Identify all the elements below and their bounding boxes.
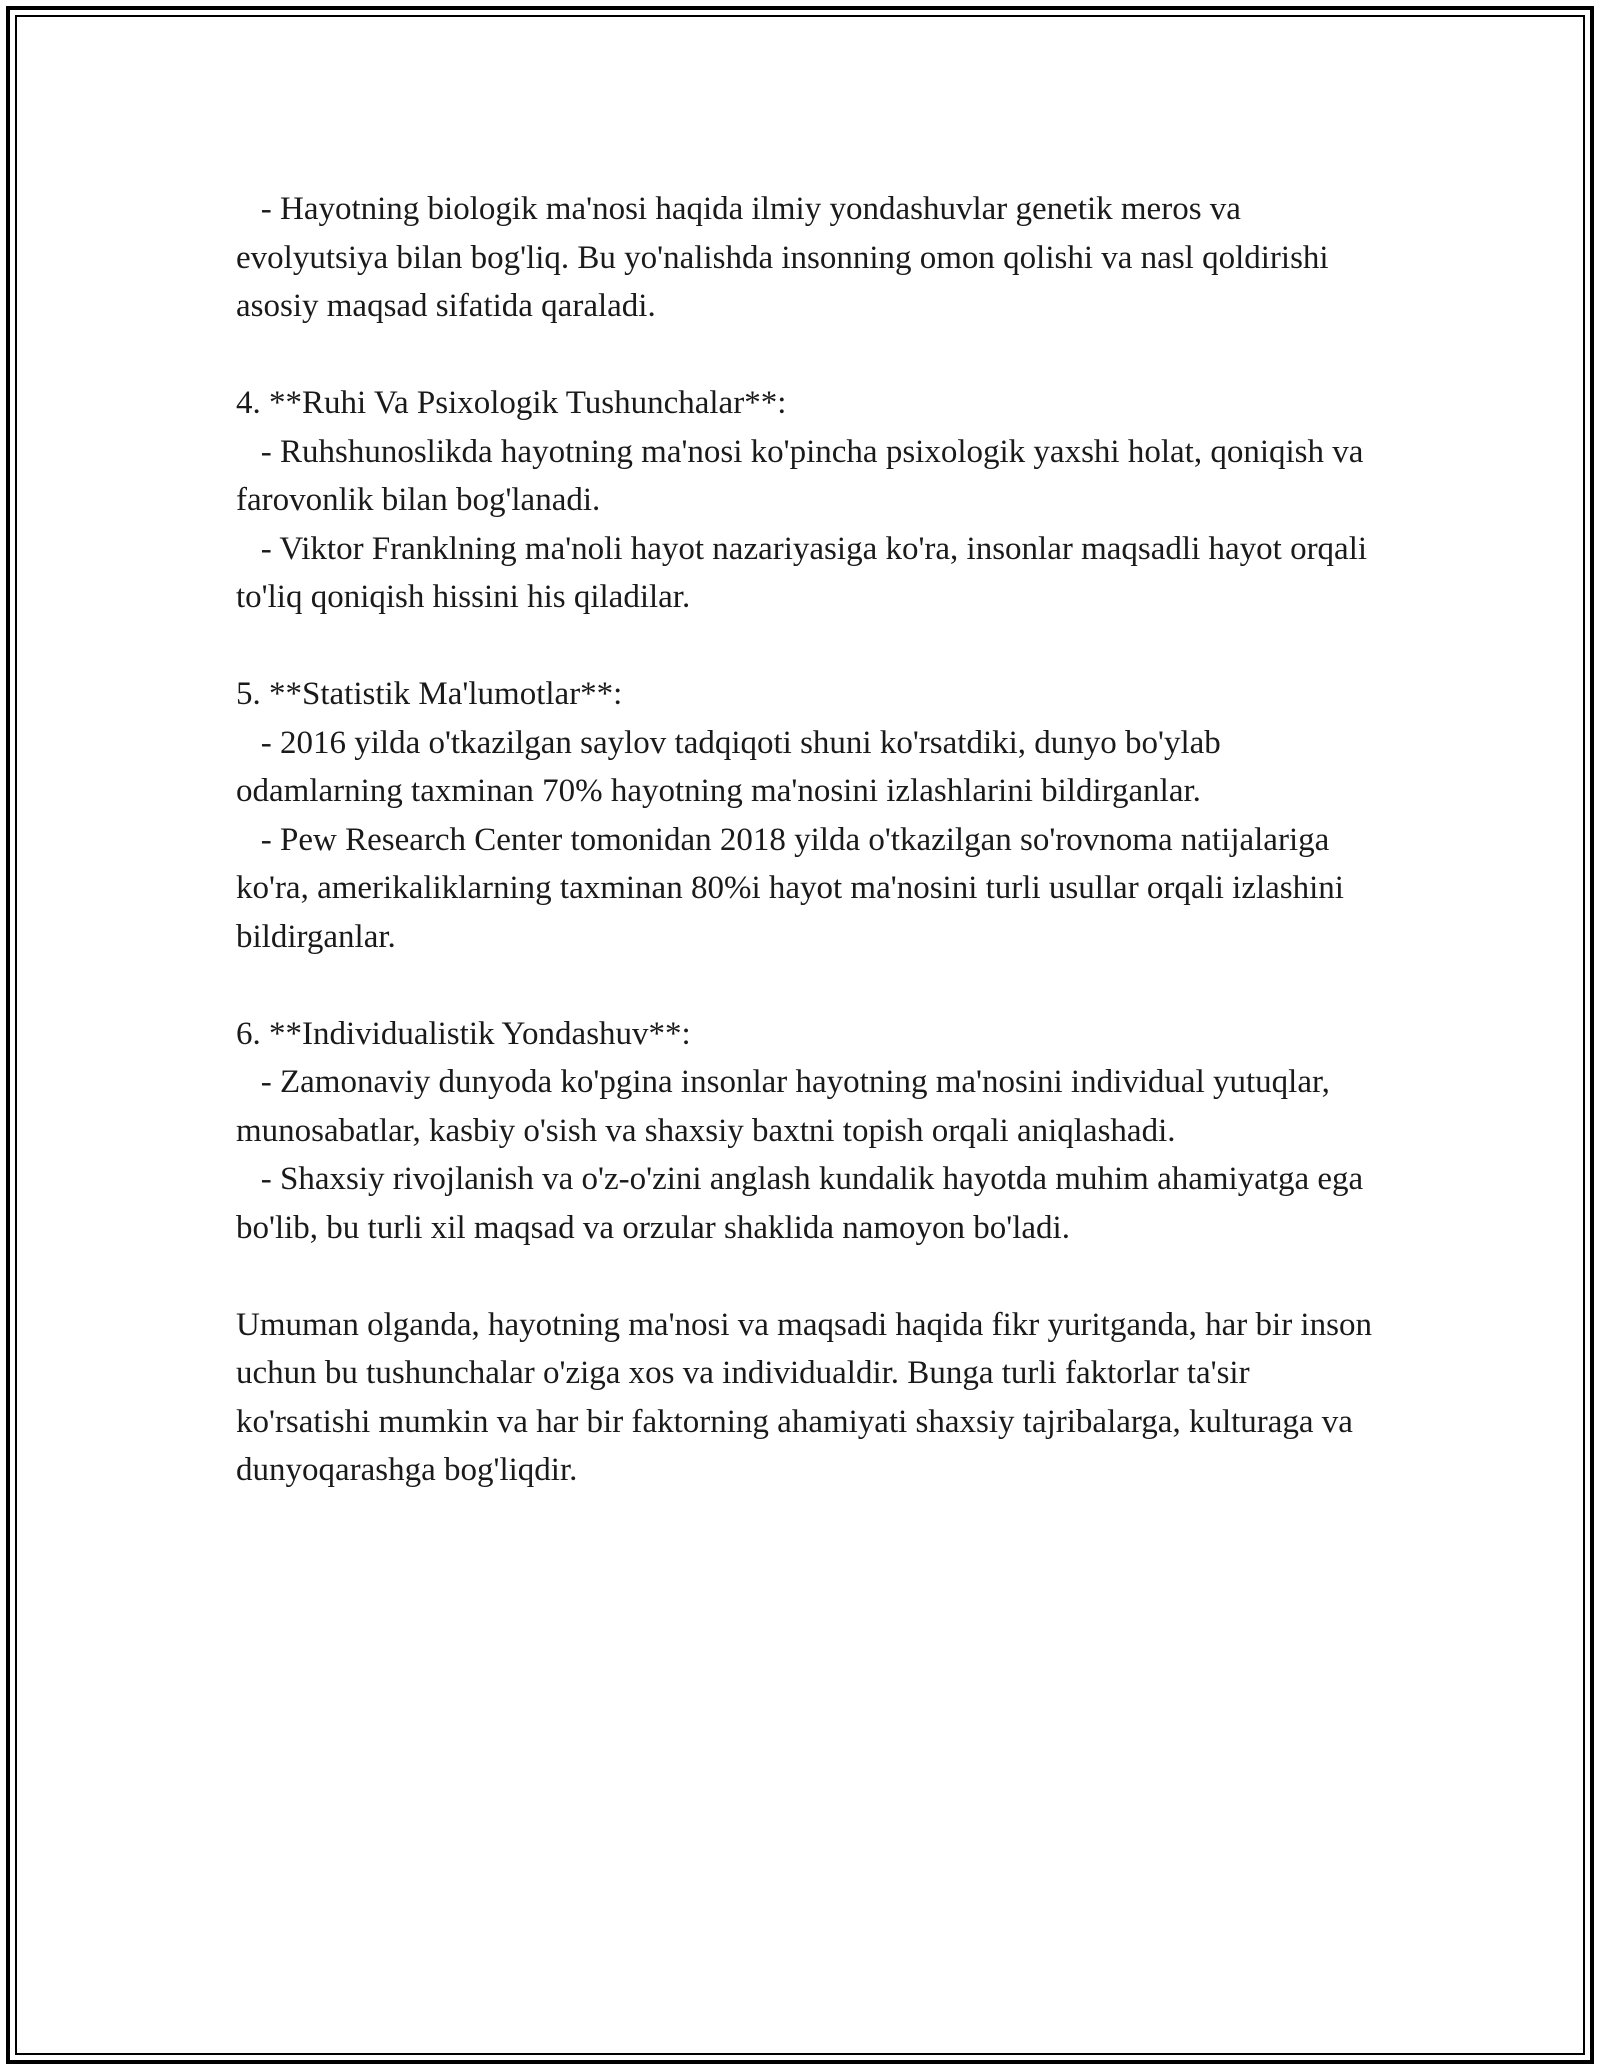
paragraph-gap — [236, 622, 1386, 671]
paragraph-gap — [236, 961, 1386, 1010]
bullet-item: - Pew Research Center tomonidan 2018 yilda o'tkazilgan so'rovnoma natijalariga ko'ra, amerikaliklarning taxminan 80%i hayot ma'nosini turli usullar orqali izlashini bildirganlar. — [236, 821, 1353, 955]
conclusion-paragraph: Umuman olganda, hayotning ma'nosi va maqsadi haqida fikr yuritganda, har bir inson uchun bu tushunchalar o'ziga xos va individualdir. Bunga turli faktorlar ta'sir ko'rsatishi mumkin va har bir faktorning ahamiyati shaxsiy tajribalarga, kulturaga va dunyoqarashga bog'liqdir. — [236, 1306, 1381, 1488]
bullet-item: - Viktor Franklning ma'noli hayot nazariyasiga ko'ra, insonlar maqsadli hayot orqali to'liq qoniqish hissini his qiladilar. — [236, 530, 1376, 615]
intro-bullet: - Hayotning biologik ma'nosi haqida ilmiy yondashuvlar genetik meros va evolyutsiya bilan bog'liq. Bu yo'nalishda insonning omon qolishi va nasl qoldirishi asosiy maqsad sifatida qaraladi. — [236, 191, 1337, 324]
document-body — [236, 185, 1386, 1495]
bullet-item: - Zamonaviy dunyoda ko'pgina insonlar hayotning ma'nosini individual yutuqlar, munosabatlar, kasbiy o'sish va shaxsiy baxtni topish orqali aniqlashadi. — [236, 1064, 1339, 1149]
section-heading-statistics: 5. **Statistik Ma'lumotlar**: — [236, 676, 623, 712]
paragraph-gap — [236, 331, 1386, 380]
bullet-item: - Shaxsiy rivojlanish va o'z-o'zini anglash kundalik hayotda muhim ahamiyatga ega bo'lib, bu turli xil maqsad va orzular shaklida namoyon bo'ladi. — [236, 1161, 1372, 1246]
paragraph-gap — [236, 1252, 1386, 1301]
section-heading-individualistic: 6. **Individualistik Yondashuv**: — [236, 1015, 691, 1052]
bullet-item: - Ruhshunoslikda hayotning ma'nosi ko'pincha psixologik yaxshi holat, qoniqish va farovonlik bilan bog'lanadi. — [236, 433, 1372, 518]
bullet-item: - 2016 yilda o'tkazilgan saylov tadqiqoti shuni ko'rsatdiki, dunyo bo'ylab odamlarning taxminan 70% hayotning ma'nosini izlashlarini bildirganlar. — [236, 724, 1230, 809]
section-heading-psychology: 4. **Ruhi Va Psixologik Tushunchalar**: — [236, 385, 787, 421]
